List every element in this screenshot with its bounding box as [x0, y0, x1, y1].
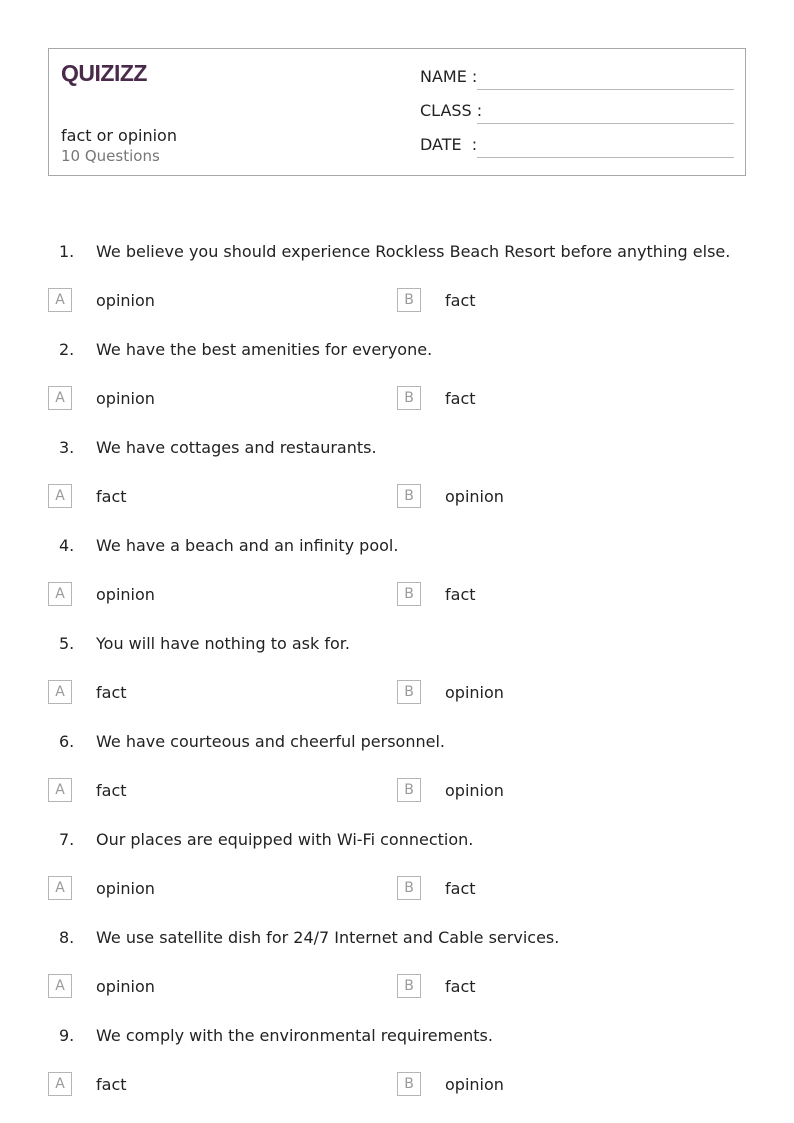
option-b-box[interactable]: B — [397, 974, 421, 998]
option-a-box[interactable]: A — [48, 582, 72, 606]
name-label: NAME : — [420, 67, 478, 86]
option-a-text[interactable]: fact — [96, 683, 127, 702]
option-b-box[interactable]: B — [397, 484, 421, 508]
option-a-box[interactable]: A — [48, 974, 72, 998]
option-a-box[interactable]: A — [48, 1072, 72, 1096]
question-number: 4. — [59, 536, 75, 555]
option-b-text[interactable]: opinion — [445, 781, 504, 800]
question-text: We comply with the environmental requirements. — [96, 1026, 493, 1045]
option-a-text[interactable]: fact — [96, 487, 127, 506]
option-a-box[interactable]: A — [48, 484, 72, 508]
question-number: 7. — [59, 830, 75, 849]
date-field[interactable] — [420, 135, 734, 159]
question-text: We believe you should experience Rockless Beach Resort before anything else. — [96, 242, 731, 261]
option-b-box[interactable]: B — [397, 386, 421, 410]
option-a-text[interactable]: opinion — [96, 389, 155, 408]
question-number: 1. — [59, 242, 75, 261]
logo-text: QUIZIZZ — [61, 60, 147, 86]
option-a-text[interactable]: fact — [96, 1075, 127, 1094]
date-line[interactable] — [477, 157, 734, 158]
question-number: 3. — [59, 438, 75, 457]
question-number: 5. — [59, 634, 75, 653]
option-b-text[interactable]: fact — [445, 291, 476, 310]
option-b-box[interactable]: B — [397, 582, 421, 606]
date-label: DATE : — [420, 135, 478, 154]
option-a-text[interactable]: opinion — [96, 879, 155, 898]
question-number: 9. — [59, 1026, 75, 1045]
option-b-text[interactable]: opinion — [445, 683, 504, 702]
question-count: 10 Questions — [61, 147, 160, 165]
question-number: 2. — [59, 340, 75, 359]
quizizz-logo — [61, 59, 151, 87]
option-a-box[interactable]: A — [48, 680, 72, 704]
question-text: We use satellite dish for 24/7 Internet and Cable services. — [96, 928, 560, 947]
name-line[interactable] — [477, 89, 734, 90]
option-a-box[interactable]: A — [48, 386, 72, 410]
option-b-text[interactable]: fact — [445, 389, 476, 408]
question-number: 6. — [59, 732, 75, 751]
class-label: CLASS : — [420, 101, 483, 120]
question-text: We have the best amenities for everyone. — [96, 340, 433, 359]
option-b-text[interactable]: opinion — [445, 1075, 504, 1094]
class-line[interactable] — [477, 123, 734, 124]
option-b-box[interactable]: B — [397, 778, 421, 802]
option-b-box[interactable]: B — [397, 876, 421, 900]
worksheet-title: fact or opinion — [61, 126, 177, 145]
option-b-box[interactable]: B — [397, 288, 421, 312]
question-text: Our places are equipped with Wi-Fi connection. — [96, 830, 474, 849]
option-a-text[interactable]: fact — [96, 781, 127, 800]
option-a-box[interactable]: A — [48, 778, 72, 802]
option-b-text[interactable]: fact — [445, 879, 476, 898]
question-text: We have cottages and restaurants. — [96, 438, 377, 457]
question-text: You will have nothing to ask for. — [96, 634, 350, 653]
option-b-box[interactable]: B — [397, 1072, 421, 1096]
option-a-box[interactable]: A — [48, 288, 72, 312]
option-a-text[interactable]: opinion — [96, 291, 155, 310]
name-field[interactable] — [420, 67, 734, 91]
question-text: We have a beach and an infinity pool. — [96, 536, 399, 555]
option-a-text[interactable]: opinion — [96, 977, 155, 996]
option-b-text[interactable]: opinion — [445, 487, 504, 506]
option-a-text[interactable]: opinion — [96, 585, 155, 604]
option-b-text[interactable]: fact — [445, 585, 476, 604]
worksheet-header — [48, 48, 746, 176]
class-field[interactable] — [420, 101, 734, 125]
question-number: 8. — [59, 928, 75, 947]
option-b-box[interactable]: B — [397, 680, 421, 704]
option-b-text[interactable]: fact — [445, 977, 476, 996]
option-a-box[interactable]: A — [48, 876, 72, 900]
question-text: We have courteous and cheerful personnel. — [96, 732, 445, 751]
